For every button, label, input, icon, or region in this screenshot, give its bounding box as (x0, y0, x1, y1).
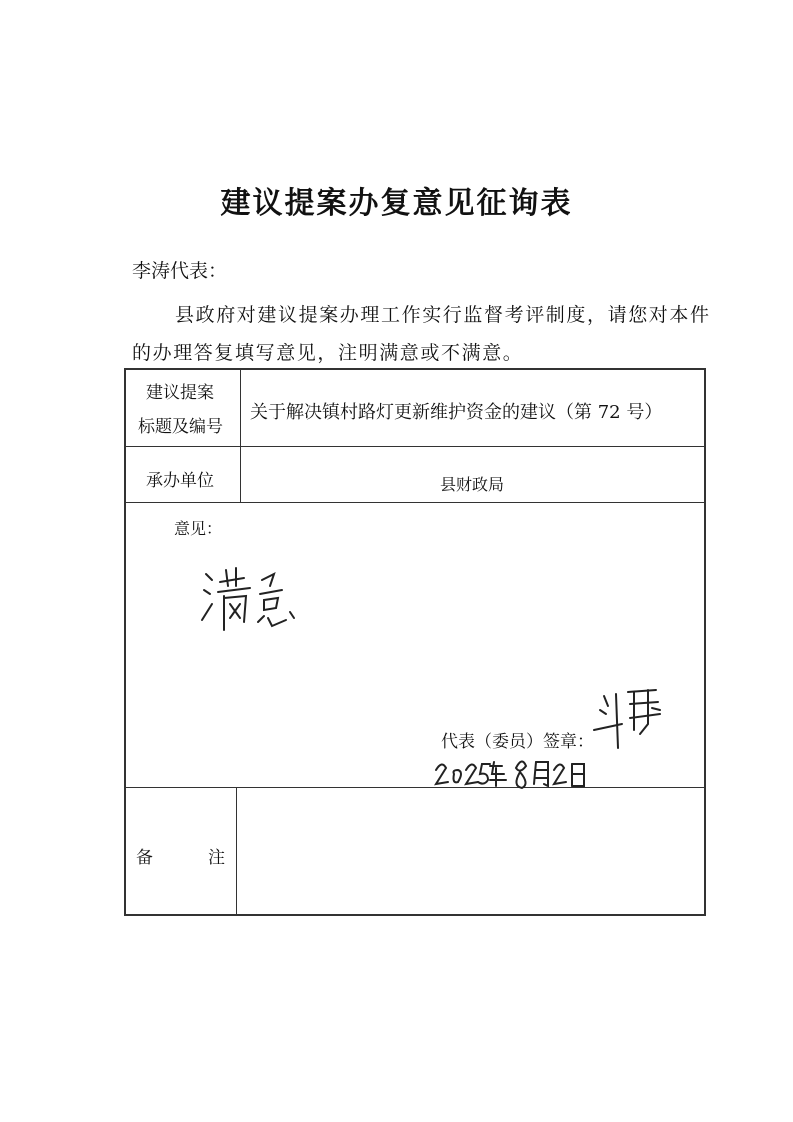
table-border-right (704, 368, 706, 916)
row-divider-1 (124, 446, 706, 447)
col-divider-top (240, 368, 241, 502)
handwritten-signature (590, 684, 670, 760)
table-border-bottom (124, 914, 706, 916)
remarks-label-left: 备 (136, 848, 153, 868)
handling-unit: 县财政局 (440, 475, 505, 494)
row1-label-line1: 建议提案 (146, 383, 214, 403)
intro-line-2: 的办理答复填写意见，注明满意或不满意。 (132, 342, 524, 364)
signature-label: 代表（委员）签章： (441, 732, 594, 752)
handwritten-opinion (198, 560, 308, 644)
salutation: 李涛代表： (132, 260, 228, 282)
proposal-title: 关于解决镇村路灯更新维护资金的建议（第 72 号） (250, 402, 663, 423)
row1-label-line2: 标题及编号 (138, 417, 223, 437)
opinion-label: 意见： (174, 519, 223, 538)
table-border-left (124, 368, 126, 916)
intro-line-1: 县政府对建议提案办理工作实行监督考评制度，请您对本件 (175, 304, 711, 326)
row-divider-2 (124, 502, 706, 503)
handwritten-date (432, 752, 592, 800)
row-divider-3 (124, 787, 706, 788)
remarks-label-right: 注 (208, 848, 225, 868)
row2-label: 承办单位 (146, 471, 214, 491)
col-divider-bottom (236, 787, 237, 916)
table-border-top (124, 368, 706, 370)
form-title: 建议提案办复意见征询表 (220, 186, 573, 221)
